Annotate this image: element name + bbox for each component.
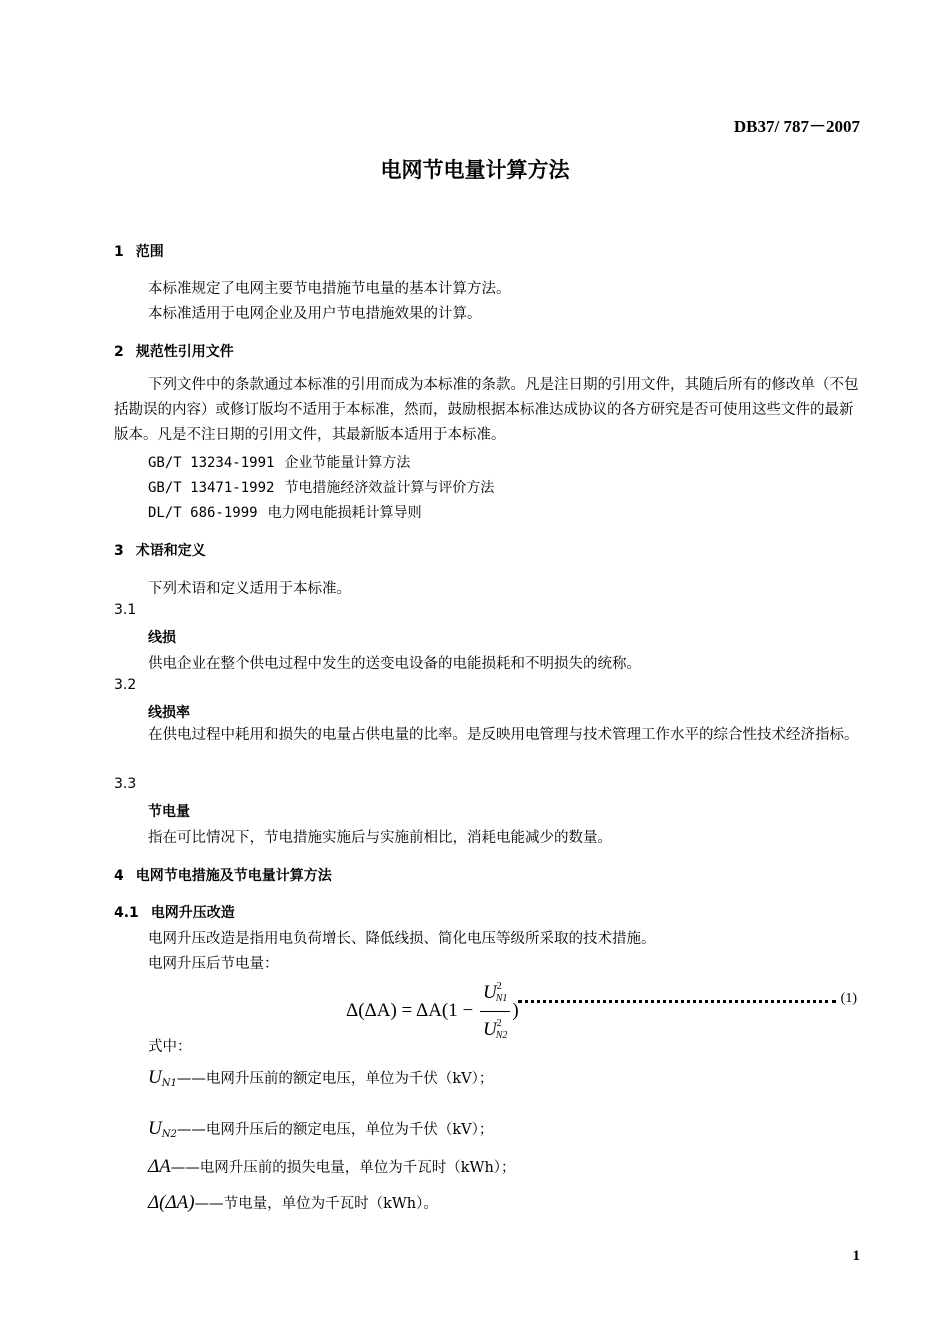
symbol-text: ——电网升压后的额定电压，单位为千伏（kV）； xyxy=(176,1122,494,1138)
symbol: Δ(ΔA) xyxy=(148,1192,195,1213)
reference-title: 节电措施经济效益计算与评价方法 xyxy=(284,480,495,496)
formula-number: (1) xyxy=(840,991,857,1006)
where-label: 式中： xyxy=(148,1039,192,1055)
term-definition: 指在可比情况下，节电措施实施后与实施前相比，消耗电能减少的数量。 xyxy=(148,830,612,846)
reference-code: DL/T 686-1999 xyxy=(148,505,258,521)
term-name: 线损 xyxy=(148,630,176,646)
document-title: 电网节电量计算方法 xyxy=(380,158,570,182)
section-title: 术语和定义 xyxy=(135,543,206,559)
section-2-heading xyxy=(114,341,234,361)
subsection-4-1-heading xyxy=(114,902,235,922)
paragraph: 电网升压改造是指用电负荷增长、降低线损、简化电压等级所采取的技术措施。 xyxy=(148,931,656,947)
reference-code: GB/T 13234-1991 xyxy=(148,455,275,471)
symbol-definition xyxy=(148,1067,493,1089)
symbol: U xyxy=(148,1118,162,1139)
reference-item xyxy=(148,477,494,497)
reference-item xyxy=(148,502,422,522)
subsection-number: 4.1 xyxy=(114,905,139,921)
symbol-subscript: N2 xyxy=(161,1129,177,1140)
paragraph: 下列术语和定义适用于本标准。 xyxy=(148,581,351,597)
symbol-definition xyxy=(148,1192,438,1214)
page-number: 1 xyxy=(852,1248,860,1264)
term-name: 节电量 xyxy=(148,804,190,820)
section-title: 电网节电措施及节电量计算方法 xyxy=(135,868,332,884)
subsection-title: 电网升压改造 xyxy=(150,905,235,921)
leader-dots xyxy=(518,988,836,1003)
symbol-definition xyxy=(148,1118,493,1140)
symbol: ΔA xyxy=(148,1156,171,1177)
section-number: 4 xyxy=(114,868,124,884)
reference-code: GB/T 13471-1992 xyxy=(148,480,275,496)
section-3-heading xyxy=(114,540,206,560)
section-title: 范围 xyxy=(135,244,164,260)
term-number: 3.1 xyxy=(114,602,137,618)
section-number: 1 xyxy=(114,244,124,260)
symbol-text: ——电网升压前的额定电压，单位为千伏（kV）； xyxy=(176,1071,494,1087)
reference-title: 电力网电能损耗计算导则 xyxy=(267,505,422,521)
symbol-text: ——电网升压前的损失电量，单位为千瓦时（kWh）； xyxy=(170,1160,516,1176)
paragraph: 电网升压后节电量： xyxy=(148,956,279,972)
paragraph: 下列文件中的条款通过本标准的引用而成为本标准的条款。凡是注日期的引用文件，其随后所有的修改单（不包括勘误的内容）或修订版均不适用于本标准，然而，鼓励根据本标准达成协议的各方研究是否可使用这些文件的最新版本。凡是不注日期的引用文件，其最新版本适用于本标准。 xyxy=(114,377,859,443)
term-definition: 供电企业在整个供电过程中发生的送变电设备的电能损耗和不明损失的统称。 xyxy=(148,656,641,672)
fraction-numerator: $U^2_{N1}$ xyxy=(480,975,510,1012)
term-definition: 在供电过程中耗用和损失的电量占供电量的比率。是反映用电管理与技术管理工作水平的综合性技术经济指标。 xyxy=(148,727,859,743)
section-number: 2 xyxy=(114,344,124,360)
symbol-subscript: N1 xyxy=(161,1078,177,1089)
section-title: 规范性引用文件 xyxy=(135,344,234,360)
section-4-heading xyxy=(114,865,332,885)
paragraph: 本标准规定了电网主要节电措施节电量的基本计算方法。 xyxy=(148,281,511,297)
term-number: 3.3 xyxy=(114,776,137,792)
symbol-text: ——节电量，单位为千瓦时（kWh）。 xyxy=(194,1196,438,1212)
term-number: 3.2 xyxy=(114,677,137,693)
term-name: 线损率 xyxy=(148,705,190,721)
voltage-ratio-fraction xyxy=(480,975,510,1048)
formula-rhs: ) xyxy=(512,999,519,1021)
formula-1 xyxy=(346,975,519,1048)
section-1-heading xyxy=(114,241,164,261)
reference-title: 企业节能量计算方法 xyxy=(284,455,411,471)
formula-lhs: Δ(ΔA) = ΔA(1 − xyxy=(346,999,474,1021)
symbol-definition xyxy=(148,1156,516,1178)
paragraph: 本标准适用于电网企业及用户节电措施效果的计算。 xyxy=(148,306,482,322)
symbol: U xyxy=(148,1067,162,1088)
section-number: 3 xyxy=(114,543,124,559)
reference-item xyxy=(148,452,410,472)
standard-code: DB37/ 787－2007 xyxy=(733,117,860,136)
fraction-denominator: $U^2_{N2}$ xyxy=(482,1018,508,1041)
